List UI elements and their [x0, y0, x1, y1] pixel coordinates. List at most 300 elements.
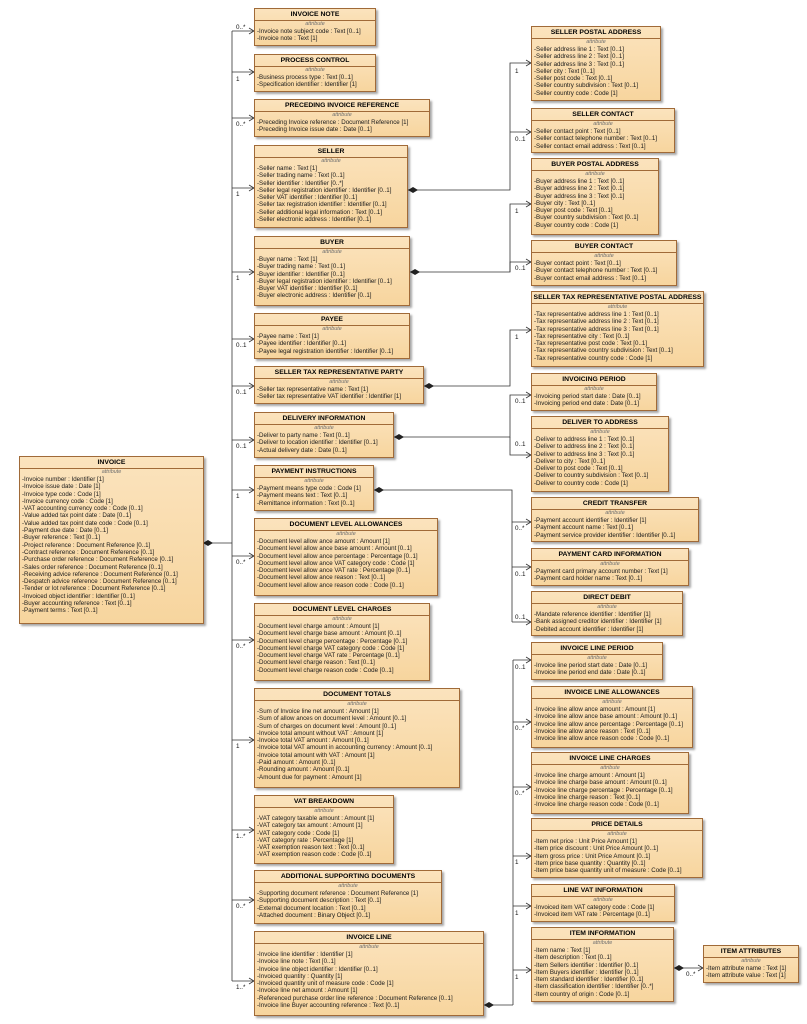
attribute: -Supporting document description : Text [0..1]	[257, 897, 382, 905]
class-invoice-line-charges[interactable]	[531, 752, 689, 814]
attribute: -Invoicing period start date : Date [0..1]	[534, 393, 641, 400]
attribute: -Seller city : Text [0..1]	[534, 67, 595, 75]
stereotype-label: attribute	[597, 604, 617, 610]
attribute: -Preceding Invoice reference : Document Reference [1]	[257, 119, 409, 126]
attribute: -Item price base quantity : Quantity [0..1]	[534, 859, 646, 867]
attribute: -Invoiced object identifier : Identifier [0..1]	[22, 592, 135, 600]
attribute: -Seller tax representative VAT identifier : Identifier [1]	[257, 393, 402, 401]
multiplicity-buyer-postal: 1	[515, 208, 519, 215]
attribute: -Referenced purchase order line reference : Document Reference [0..1]	[257, 994, 453, 1002]
class-payment-card-information[interactable]	[531, 548, 689, 586]
class-deliver-to-address[interactable]	[531, 416, 669, 492]
attribute: -Invoice line charge base amount : Amount [0..1]	[534, 779, 667, 787]
attribute: -Invoice line allow ance base amount : Amount [0..1]	[534, 713, 678, 721]
multiplicity-item-info: 1	[515, 974, 519, 981]
stereotype-label: attribute	[602, 699, 622, 705]
diamond-buyer	[410, 269, 420, 275]
attribute: -Invoice line charge percentage : Percentage [0..1]	[534, 786, 673, 794]
attribute: -Value added tax point date : Date [0..1]	[22, 512, 131, 520]
stereotype-label: attribute	[304, 478, 324, 484]
attribute: -Payee legal registration identifier : Identifier [0..1]	[257, 347, 394, 355]
attribute: -Invoice total VAT amount : Amount [0..1]	[257, 737, 369, 745]
class-credit-transfer[interactable]	[531, 497, 699, 542]
attribute: -Document level allow ance amount : Amount [1]	[257, 538, 390, 545]
multiplicity-delivery: 0..1	[236, 443, 247, 450]
class-title: SELLER TAX REPRESENTATIVE PARTY	[255, 367, 423, 379]
multiplicity-seller-contact: 0..1	[515, 136, 526, 143]
attribute: -Buyer address line 1 : Text [0..1]	[534, 178, 625, 185]
class-invoice-note[interactable]	[254, 8, 376, 46]
attribute: -Invoice total amount with VAT : Amount [1]	[257, 751, 375, 759]
attribute: -Sum of allow ances on document level : Amount [0..1]	[257, 715, 407, 723]
multiplicity-inv-period: 0..1	[515, 398, 526, 405]
attribute: -Sum of charges on document level : Amount [0..1]	[257, 722, 396, 730]
stereotype-label: attribute	[741, 958, 761, 964]
attribute: -Invoice line charge reason code : Code [0..1]	[534, 801, 659, 809]
attribute: -Deliver to post code : Text [0..1]	[534, 465, 623, 473]
attribute: -Buyer electronic address : Identifier [0..1]	[257, 292, 372, 300]
diamond-delivery	[394, 434, 404, 440]
attribute: -Payee identifier : Identifier [0..1]	[257, 340, 347, 348]
class-payment-instructions[interactable]	[254, 465, 374, 511]
stereotype-label: attribute	[592, 940, 613, 946]
attribute: -Invoice note subject code : Text [0..1]	[257, 28, 361, 35]
stereotype-label: attribute	[593, 121, 613, 127]
attribute: -Document level allow ance reason : Text [0..1]	[257, 574, 386, 582]
class-title: DOCUMENT TOTALS	[255, 689, 459, 701]
multiplicity-payment-instr: 1	[236, 493, 240, 500]
class-title: VAT BREAKDOWN	[255, 796, 393, 808]
attribute: -Document level charge VAT rate : Percentage [0..1]	[257, 652, 400, 660]
class-payee[interactable]	[254, 313, 410, 359]
attribute: -Invoice line note : Text [0..1]	[257, 958, 336, 966]
attribute: -Invoice line charge reason : Text [0..1]	[534, 793, 641, 801]
class-buyer-postal-address[interactable]	[531, 158, 659, 235]
class-invoice[interactable]	[19, 456, 204, 624]
class-title: SELLER POSTAL ADDRESS	[532, 27, 660, 39]
attribute: -Seller contact telephone number : Text [0..1]	[534, 135, 658, 143]
stereotype-label: attribute	[336, 531, 356, 537]
class-title: ITEM ATTRIBUTES	[704, 946, 798, 958]
class-title: PRECEDING INVOICE REFERENCE	[255, 100, 429, 112]
class-title: LINE VAT INFORMATION	[532, 885, 674, 897]
multiplicity-price: 1	[515, 859, 519, 866]
attribute: -Despatch advice reference : Document Reference [0..1]	[22, 578, 177, 586]
attribute: -Amount due for payment : Amount [1]	[257, 773, 362, 781]
attribute: -Tax representative address line 1 : Text [0..1]	[534, 311, 659, 318]
class-additional-supporting-documents[interactable]	[254, 870, 442, 924]
stereotype-label: attribute	[322, 249, 342, 255]
attribute: -Item net price : Unit Price Amount [1]	[534, 838, 637, 845]
attribute: -Tender or lot reference : Document Reference [0..1]	[22, 585, 166, 593]
stereotype-label: attribute	[594, 253, 614, 259]
attribute: -Payment service provider identifier : Identifier [0..1]	[534, 531, 676, 539]
class-title: ITEM INFORMATION	[532, 928, 673, 940]
stereotype-label: attribute	[586, 39, 606, 45]
multiplicity-line-period: 0..1	[515, 664, 526, 671]
multiplicity-supporting: 0..*	[236, 903, 246, 910]
attribute: -Document level allow ance percentage : Percentage [0..1]	[257, 552, 418, 560]
attribute: -Payment account identifier : Identifier [1]	[534, 517, 647, 524]
attribute: -Document level allow ance VAT rate : Percentage [0..1]	[257, 567, 411, 575]
class-title: PAYEE	[255, 314, 409, 326]
attribute: -Invoice line period start date : Date [0..1]	[534, 662, 648, 669]
attribute: -Document level allow ance reason code : Code [0..1]	[257, 581, 404, 589]
attribute: -Paid amount : Amount [0..1]	[257, 759, 336, 767]
class-seller[interactable]	[254, 145, 408, 228]
class-invoice-line-period[interactable]	[531, 642, 663, 680]
stereotype-label: attribute	[585, 171, 605, 177]
attribute: -Rounding amount : Amount [0..1]	[257, 766, 350, 774]
attribute: -Document level charge VAT category code : Code [1]	[257, 644, 405, 652]
attribute: -Supporting document reference : Document Reference [1]	[257, 890, 418, 897]
attribute: -Item country of origin : Code [0..1]	[534, 990, 630, 998]
diamond-invoice-line	[484, 1002, 494, 1008]
stereotype-label: attribute	[321, 158, 341, 164]
attribute: -Invoiced item VAT category code : Code [1]	[534, 904, 655, 911]
attribute: -Payment means type code : Code [1]	[257, 485, 361, 492]
stereotype-label: attribute	[314, 425, 334, 431]
stereotype-label: attribute	[305, 67, 325, 73]
attribute: -Seller country subdivision : Text [0..1]	[534, 82, 639, 90]
multiplicity-vat: 1..*	[236, 833, 246, 840]
class-seller-contact[interactable]	[531, 108, 675, 153]
class-item-information[interactable]	[531, 927, 674, 1002]
multiplicity-preceding: 0..*	[236, 121, 246, 128]
attribute: -Tax representative country subdivision : Text [0..1]	[534, 347, 673, 355]
attribute: -Buyer trading name : Text [0..1]	[257, 263, 345, 271]
attribute: -Tax representative city : Text [0..1]	[534, 332, 630, 340]
attribute: -Invoice line allow ance reason code : Code [0..1]	[534, 735, 670, 743]
attribute: -Document level charge reason : Text [0..1]	[257, 659, 375, 667]
attribute: -Seller country code : Code [1]	[534, 89, 618, 97]
attribute: -Payment due date : Date [0..1]	[22, 527, 108, 535]
attribute: -Payee name : Text [1]	[257, 333, 319, 340]
attribute: -Bank assigned creditor identifier : Identifier [1]	[534, 618, 662, 626]
stereotype-label: attribute	[101, 469, 122, 475]
attribute: -Receiving advice reference : Document Reference [0..1]	[22, 570, 178, 578]
attribute: -Deliver to country subdivision : Text [0..1]	[534, 472, 649, 480]
class-buyer[interactable]	[254, 236, 410, 306]
stereotype-label: attribute	[605, 510, 625, 516]
attribute: -Buyer VAT identifier : Identifier [0..1]	[257, 285, 358, 293]
class-title: INVOICE LINE	[255, 932, 483, 944]
stereotype-label: attribute	[305, 21, 325, 27]
attribute: -Seller tax representative name : Text [1]	[257, 386, 368, 393]
multiplicity-seller: 1	[236, 191, 240, 198]
attribute: -Invoiced quantity unit of measure code : Code [1]	[257, 980, 394, 988]
diamond-invoice	[203, 540, 213, 546]
stereotype-label: attribute	[359, 944, 379, 950]
class-title: ADDITIONAL SUPPORTING DOCUMENTS	[255, 871, 441, 883]
multiplicity-card: 0..1	[515, 571, 526, 578]
attribute: -Item name : Text [1]	[534, 947, 591, 954]
attribute: -Item Sellers identifier : Identifier [0..1]	[534, 961, 639, 969]
attribute: -Item description : Text [0..1]	[534, 954, 612, 962]
attribute: -Seller VAT identifier : Identifier [0..1]	[257, 194, 358, 202]
attribute: -Document level charge percentage : Percentage [0..1]	[257, 637, 408, 645]
attribute: -Seller identifier : Identifier [0..*]	[257, 179, 344, 187]
attribute: -Invoice line charge amount : Amount [1]	[534, 772, 645, 779]
attribute: -Actual delivery date : Date [0..1]	[257, 446, 347, 454]
attribute: -VAT category rate : Percentage [1]	[257, 836, 354, 844]
attribute: -Invoice line period end date : Date [0..1]	[534, 669, 646, 677]
attribute: -Invoice number : Identifier [1]	[22, 476, 104, 483]
attribute: -Item attribute name : Text [1]	[706, 965, 787, 972]
attribute: -Seller contact point : Text [0..1]	[534, 128, 621, 135]
class-seller-tax-representative-party[interactable]	[254, 366, 424, 404]
attribute: -Buyer city : Text [0..1]	[534, 199, 596, 207]
attribute: -Document level charge reason code : Code [0..1]	[257, 666, 394, 674]
attribute: -Buyer legal registration identifier : Identifier [0..1]	[257, 277, 392, 285]
class-delivery-information[interactable]	[254, 412, 394, 458]
multiplicity-deliver-addr: 0..1	[515, 441, 526, 448]
attribute: -Buyer name : Text [1]	[257, 256, 318, 263]
class-direct-debit[interactable]	[531, 591, 683, 636]
attribute: -Seller additional legal information : Text [0..1]	[257, 208, 383, 216]
class-title: BUYER	[255, 237, 409, 249]
class-title: BUYER POSTAL ADDRESS	[532, 159, 658, 171]
attribute: -Invoice issue date : Date [1]	[22, 483, 101, 491]
attribute: -Item price base quantity unit of measure : Code [0..1]	[534, 867, 682, 875]
class-seller-postal-address[interactable]	[531, 26, 661, 101]
multiplicity-credit: 0..*	[515, 525, 525, 532]
class-title: DELIVER TO ADDRESS	[532, 417, 668, 429]
class-vat-breakdown[interactable]	[254, 795, 394, 864]
attribute: -Sum of Invoice line net amount : Amount [1]	[257, 708, 379, 715]
attribute: -Item attribute value : Text [1]	[706, 972, 786, 980]
class-title: PAYMENT INSTRUCTIONS	[255, 466, 373, 478]
attribute: -Preceding Invoice issue date : Date [0..1]	[257, 126, 372, 134]
class-process-control[interactable]	[254, 54, 376, 92]
class-invoice-line-allowances[interactable]	[531, 686, 693, 748]
attribute: -Tax representative post code : Text [0..1]	[534, 340, 648, 348]
attribute: -Tax representative country code : Code [1]	[534, 354, 653, 362]
attribute: -Seller name : Text [1]	[257, 165, 318, 172]
attribute: -Buyer reference : Text [0..1]	[22, 534, 100, 542]
attribute: -Contract reference : Document Reference [0..1]	[22, 548, 155, 556]
class-item-attributes[interactable]	[703, 945, 799, 983]
attribute: -Sales order reference : Document Reference [0..1]	[22, 563, 163, 571]
attribute: -Business process type : Text [0..1]	[257, 74, 353, 81]
attribute: -Item standard identifier : Identifier [0..1]	[534, 976, 644, 984]
class-title: DOCUMENT LEVEL CHARGES	[255, 604, 429, 616]
stereotype-label: attribute	[587, 655, 607, 661]
class-title: DIRECT DEBIT	[532, 592, 682, 604]
class-title: INVOICING PERIOD	[532, 374, 656, 386]
attribute: -Deliver to address line 1 : Text [0..1]	[534, 436, 635, 443]
attribute: -Invoice note : Text [1]	[257, 35, 318, 43]
attribute: -Invoice type code : Code [1]	[22, 490, 101, 498]
attribute: -Buyer accounting reference : Text [0..1]	[22, 600, 132, 608]
class-title: DELIVERY INFORMATION	[255, 413, 393, 425]
attribute: -Seller contact email address : Text [0..1]	[534, 142, 646, 150]
diamond-payment	[374, 487, 384, 493]
multiplicity-line-vat: 1	[515, 910, 519, 917]
attribute: -Seller post code : Text [0..1]	[534, 75, 613, 83]
class-title: INVOICE NOTE	[255, 9, 375, 21]
attribute: -Invoice line allow ance reason : Text [0..1]	[534, 727, 651, 735]
attribute: -External document location : Text [0..1]	[257, 904, 366, 912]
class-title: INVOICE LINE PERIOD	[532, 643, 662, 655]
attribute: -Seller legal registration identifier : Identifier [0..1]	[257, 186, 392, 194]
multiplicity-item-attr: 0..*	[686, 971, 696, 978]
class-price-details[interactable]	[531, 818, 703, 878]
attribute: -Payment means text : Text [0..1]	[257, 492, 348, 500]
attribute: -Invoice line allow ance amount : Amount [1]	[534, 706, 656, 713]
attribute: -Item classification identifier : Identifier [0..*]	[534, 983, 654, 991]
attribute: -Tax representative address line 2 : Text [0..1]	[534, 318, 659, 326]
attribute: -Invoicing period end date : Date [0..1]	[534, 400, 639, 408]
attribute-list	[20, 476, 203, 615]
attribute: -Deliver to address line 3 : Text [0..1]	[534, 450, 635, 458]
attribute: -Seller trading name : Text [0..1]	[257, 172, 345, 180]
class-title: SELLER CONTACT	[532, 109, 674, 121]
multiplicity-debit: 0..1	[515, 614, 526, 621]
multiplicity-doc-charges: 0..*	[236, 643, 246, 650]
multiplicity-invoice-line: 1..*	[236, 984, 246, 991]
stereotype-label: attribute	[590, 429, 610, 435]
diamond-item-info	[674, 965, 684, 971]
attribute: -VAT category taxable amount : Amount [1]	[257, 815, 375, 822]
class-title: INVOICE LINE ALLOWANCES	[532, 687, 692, 699]
attribute: -Debited account identifier : Identifier [1]	[534, 625, 644, 633]
attribute: -Buyer country subdivision : Text [0..1]	[534, 214, 639, 222]
class-title: CREDIT TRANSFER	[532, 498, 698, 510]
multiplicity-doc-allow: 0..*	[236, 559, 246, 566]
attribute: -Invoiced quantity : Quantity [1]	[257, 972, 343, 980]
stereotype-label: attribute	[314, 808, 334, 814]
class-document-level-charges[interactable]	[254, 603, 430, 681]
multiplicity-seller-postal: 1	[515, 68, 519, 75]
stereotype-label: attribute	[607, 831, 627, 837]
attribute: -Invoice line identifier : Identifier [1]	[257, 951, 353, 958]
stereotype-label: attribute	[322, 326, 342, 332]
stereotype-label: attribute	[584, 386, 604, 392]
class-document-level-allowances[interactable]	[254, 518, 438, 596]
multiplicity-tax-rep: 0..1	[236, 389, 247, 396]
attribute: -Invoice total amount without VAT : Amount [1]	[257, 729, 384, 737]
attribute: -Seller electronic address : Identifier [0..1]	[257, 216, 372, 224]
attribute: -Seller address line 2 : Text [0..1]	[534, 53, 624, 61]
attribute: -Payment account name : Text [0..1]	[534, 524, 633, 532]
attribute: -Deliver to address line 2 : Text [0..1]	[534, 443, 635, 451]
multiplicity-taxrep-postal: 1	[515, 334, 519, 341]
diamond-seller	[408, 187, 418, 193]
attribute: -Invoice total VAT amount in accounting currency : Amount [0..1]	[257, 744, 433, 752]
attribute: -Invoice currency code : Code [1]	[22, 497, 113, 505]
attribute: -Specification identifier : Identifier [1]	[257, 81, 357, 89]
attribute: -Invoice line Buyer accounting reference : Text [0..1]	[257, 1002, 400, 1010]
attribute: -Item price discount : Unit Price Amount [0..1]	[534, 845, 659, 853]
attribute: -Buyer address line 2 : Text [0..1]	[534, 185, 625, 193]
class-line-vat-information[interactable]	[531, 884, 675, 922]
stereotype-label: attribute	[607, 304, 628, 310]
attribute: -Deliver to location identifier : Identifier [0..1]	[257, 439, 378, 447]
stereotype-label: attribute	[332, 616, 352, 622]
attribute: -Invoice line object identifier : Identifier [0..1]	[257, 965, 378, 973]
attribute: -Buyer contact point : Text [0..1]	[534, 260, 621, 267]
attribute: -Payment terms : Text [0..1]	[22, 607, 98, 615]
multiplicity-payee: 0..1	[236, 342, 247, 349]
stereotype-label: attribute	[332, 112, 352, 118]
attribute: -Deliver to city : Text [0..1]	[534, 457, 606, 465]
class-buyer-contact[interactable]	[531, 240, 677, 286]
attribute: -Invoice line net amount : Amount [1]	[257, 987, 358, 995]
class-invoice-line[interactable]	[254, 931, 484, 1016]
attribute: -Purchase order reference : Document Reference [0..1]	[22, 556, 174, 564]
class-preceding-invoice-reference[interactable]	[254, 99, 430, 137]
stereotype-label: attribute	[593, 897, 613, 903]
multiplicity-line-charges: 0..*	[515, 790, 525, 797]
attribute: -Seller tax registration identifier : Identifier [0..1]	[257, 201, 387, 209]
attribute: -VAT category tax amount : Amount [1]	[257, 822, 363, 830]
attribute: -Seller address line 1 : Text [0..1]	[534, 46, 624, 53]
class-title: INVOICE LINE CHARGES	[532, 753, 688, 765]
attribute: -VAT exemption reason text : Text [0..1]	[257, 844, 365, 852]
stereotype-label: attribute	[600, 561, 620, 567]
attribute: -Invoiced item VAT rate : Percentage [0..1]	[534, 911, 650, 919]
attribute: -Buyer contact telephone number : Text [0..1]	[534, 267, 658, 275]
attribute: -Item Buyers identifier : Identifier [0..1]	[534, 968, 639, 976]
class-title: SELLER	[255, 146, 407, 158]
class-title: INVOICE	[20, 457, 203, 469]
attribute: -Value added tax point date code : Code [0..1]	[22, 519, 148, 527]
multiplicity-line-allow: 0..*	[515, 725, 525, 732]
stereotype-label: attribute	[329, 379, 349, 385]
attribute: -Invoice line allow ance percentage : Percentage [0..1]	[534, 720, 683, 728]
class-invoicing-period[interactable]	[531, 373, 657, 411]
class-title: PRICE DETAILS	[532, 819, 702, 831]
attribute: -Buyer identifier : Identifier [0..1]	[257, 270, 345, 278]
attribute: -Attached document : Binary Object [0..1]	[257, 911, 371, 919]
class-seller-tax-representative-postal-address[interactable]	[531, 291, 704, 367]
attribute: -Document level charge base amount : Amount [0..1]	[257, 630, 402, 638]
attribute: -Buyer address line 3 : Text [0..1]	[534, 192, 625, 200]
multiplicity-buyer-contact: 0..1	[515, 265, 526, 272]
attribute: -Buyer contact email address : Text [0..1]	[534, 274, 646, 282]
attribute: -Buyer country code : Code [1]	[534, 221, 618, 229]
attribute: -Seller address line 3 : Text [0..1]	[534, 60, 624, 68]
stereotype-label: attribute	[347, 701, 367, 707]
attribute: -VAT exemption reason code : Code [0..1]	[257, 851, 372, 859]
attribute: -Remittance information : Text [0..1]	[257, 499, 355, 507]
attribute: -Document level charge amount : Amount [1]	[257, 623, 380, 630]
class-document-totals[interactable]	[254, 688, 460, 788]
attribute: -Document level allow ance base amount : Amount [0..1]	[257, 545, 412, 553]
attribute: -Payment card primary account number : Text [1]	[534, 568, 668, 575]
diamond-tax-rep	[424, 383, 434, 389]
attribute: -Tax representative address line 3 : Text [0..1]	[534, 325, 659, 333]
attribute: -Document level allow ance VAT category code : Code [1]	[257, 559, 415, 567]
attribute: -Buyer post code : Text [0..1]	[534, 207, 613, 215]
attribute: -VAT category code : Code [1]	[257, 829, 340, 837]
class-title: PROCESS CONTROL	[255, 55, 375, 67]
class-title: PAYMENT CARD INFORMATION	[532, 549, 688, 561]
multiplicity-buyer: 1	[236, 275, 240, 282]
attribute: -Item gross price : Unit Price Amount [0..1]	[534, 852, 651, 860]
attribute: -Deliver to party name : Text [0..1]	[257, 432, 350, 439]
stereotype-label: attribute	[600, 765, 620, 771]
multiplicity-process-control: 1	[236, 76, 240, 83]
multiplicity-invoice-note: 0..*	[236, 24, 246, 31]
class-title: SELLER TAX REPRESENTATIVE POSTAL ADDRESS	[532, 292, 703, 304]
class-title: BUYER CONTACT	[532, 241, 676, 253]
class-title: DOCUMENT LEVEL ALLOWANCES	[255, 519, 437, 531]
attribute: -VAT accounting currency code : Code [0..1]	[22, 505, 143, 513]
attribute: -Mandate reference identifier : Identifier [1]	[534, 611, 651, 618]
stereotype-label: attribute	[338, 883, 358, 889]
